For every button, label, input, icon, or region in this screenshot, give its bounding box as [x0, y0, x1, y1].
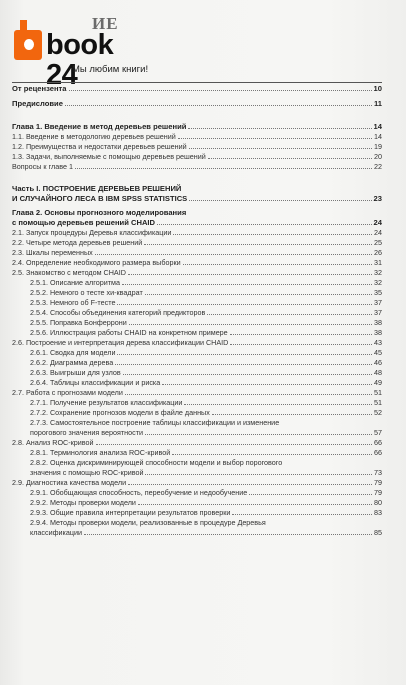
- toc-subentry: 2.5.3. Немного об F-тесте 37: [30, 298, 382, 307]
- toc-entry: 2.9. Диагностика качества модели 79: [12, 478, 382, 487]
- toc-part-line1: Часть I. ПОСТРОЕНИЕ ДЕРЕВЬЕВ РЕШЕНИЙ: [12, 184, 182, 193]
- toc-subentry: 2.7.2. Сохранение прогнозов модели в файле данных 52: [30, 408, 382, 417]
- toc-subentry: 2.9.3. Общие правила интерпретации результатов проверки 83: [30, 508, 382, 517]
- toc-subentry: 2.6.4. Таблицы классификации и риска 49: [30, 378, 382, 387]
- toc-subentry: 2.6.3. Выигрыши для узлов 48: [30, 368, 382, 377]
- toc-subentry: классификации 85: [30, 528, 382, 537]
- toc-entry: 2.5. Знакомство с методом CHAID 32: [12, 268, 382, 277]
- toc-part: И СЛУЧАЙНОГО ЛЕСА В IBM SPSS STATISTICS 23: [12, 194, 382, 203]
- top-rule: [12, 82, 382, 83]
- toc-entry: 2.6. Построение и интерпретация дерева классификации CHAID 43: [12, 338, 382, 347]
- toc-subentry: 2.9.1. Обобщающая способность, переобучение и недообучение 79: [30, 488, 382, 497]
- logo-tagline: Мы любим книги!: [72, 64, 149, 75]
- toc-subentry: значения с помощью ROC-кривой 73: [30, 468, 382, 477]
- toc-entry: Вопросы к главе 1 22: [12, 162, 382, 171]
- toc-subentry: 2.5.4. Способы объединения категорий предикторов 37: [30, 308, 382, 317]
- toc-entry: От рецензента 10: [12, 84, 382, 93]
- toc-subentry: порогового значения вероятности 57: [30, 428, 382, 437]
- toc-entry: 1.1. Введение в методологию деревьев решений 14: [12, 132, 382, 141]
- toc-subentry: 2.6.1. Сводка для модели 45: [30, 348, 382, 357]
- toc-subentry-line1: 2.8.2. Оценка дискриминирующей способности модели и выбор порогового: [30, 458, 283, 467]
- toc-entry: 2.3. Шкалы переменных 26: [12, 248, 382, 257]
- toc-subentry: 2.5.1. Описание алгоритма 32: [30, 278, 382, 287]
- toc-entry: 1.2. Преимущества и недостатки деревьев решений 19: [12, 142, 382, 151]
- toc-subentry: 2.9.2. Методы проверки модели 80: [30, 498, 382, 507]
- logo-brand: book 24: [46, 29, 114, 91]
- toc-entry: 2.1. Запуск процедуры Деревья классификации 24: [12, 228, 382, 237]
- toc-subentry: 2.8.1. Терминология анализа ROC-кривой 66: [30, 448, 382, 457]
- toc-subentry: 2.5.6. Иллюстрация работы CHAID на конкретном примере 38: [30, 328, 382, 337]
- toc-entry: 1.3. Задачи, выполняемые с помощью деревьев решений 20: [12, 152, 382, 161]
- logo-mark: [14, 30, 42, 60]
- toc-entry: Предисловие 11: [12, 99, 382, 108]
- toc-entry: 2.4. Определение необходимого размера выборки 31: [12, 258, 382, 267]
- book24-logo: [14, 29, 149, 91]
- toc-subentry: 2.7.1. Получение результатов классификации 51: [30, 398, 382, 407]
- toc-subentry: 2.5.5. Поправка Бонферрони 38: [30, 318, 382, 327]
- toc-entry: 2.7. Работа с прогнозами модели 51: [12, 388, 382, 397]
- toc-entry: 2.2. Четыре метода деревьев решений 25: [12, 238, 382, 247]
- toc-subentry-line1: 2.7.3. Самостоятельное построение таблицы классификации и изменение: [30, 418, 280, 427]
- toc-subentry: 2.6.2. Диаграмма дерева 46: [30, 358, 382, 367]
- toc-chapter: с помощью деревьев решений CHAID 24: [12, 218, 382, 227]
- toc-chapter-line1: Глава 2. Основы прогнозного моделирования: [12, 208, 187, 217]
- toc-subentry: 2.5.2. Немного о тесте хи-квадрат 35: [30, 288, 382, 297]
- toc-subentry-line1: 2.9.4. Методы проверки модели, реализованные в процедуре Деревья: [30, 518, 266, 527]
- toc-entry: 2.8. Анализ ROC-кривой 66: [12, 438, 382, 447]
- page-heading-fragment: ИЕ: [92, 14, 119, 33]
- toc-chapter: Глава 1. Введение в метод деревьев решений 14: [12, 122, 382, 131]
